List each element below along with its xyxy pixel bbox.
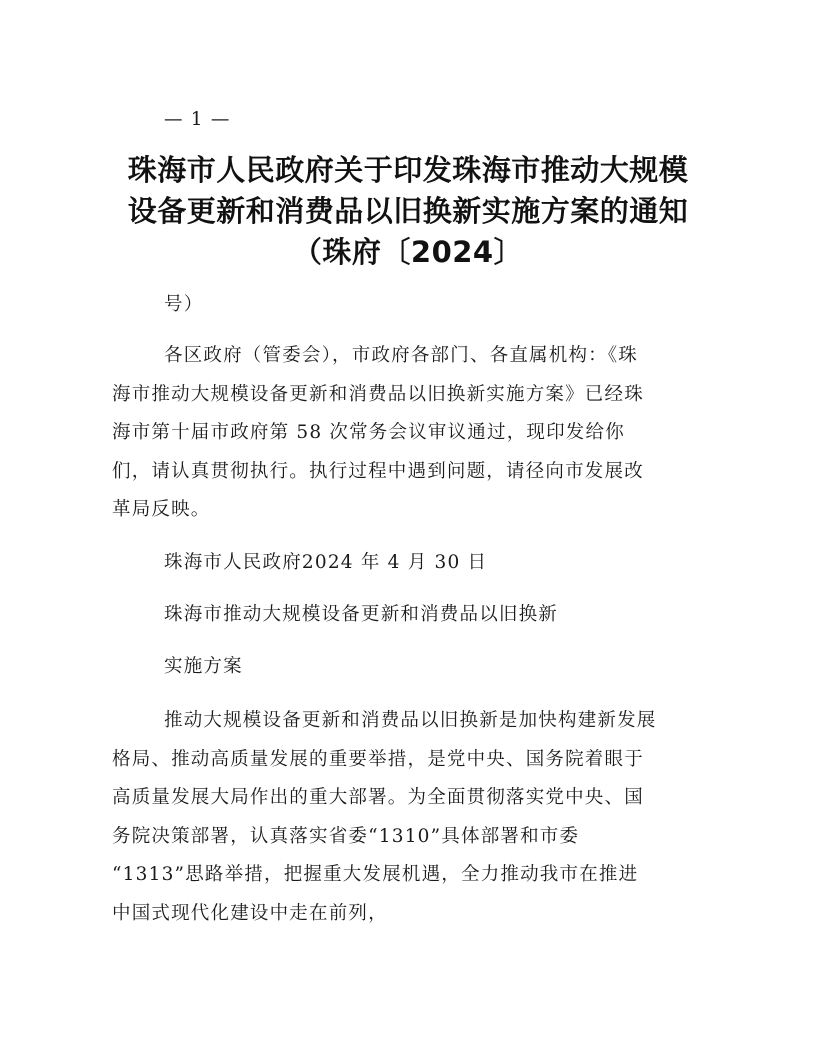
signature-date: 珠海市人民政府2024 年 4 月 30 日: [164, 552, 488, 573]
notice-line-3: 海市第十届市政府第 58 次常务会议审议通过，现印发给你: [112, 422, 625, 443]
notice-line-2: 海市推动大规模设备更新和消费品以旧换新实施方案》已经珠: [112, 383, 644, 405]
plan-title-line-2: 实施方案: [164, 656, 243, 677]
intro-line-2: 格局、推动高质量发展的重要举措，是党中央、国务院着眼于: [112, 748, 644, 770]
document-number-tail: 号）: [164, 294, 204, 315]
intro-line-3: 高质量发展大局作出的重大部署。为全面贯彻落实党中央、国: [112, 787, 644, 808]
intro-line-6: 中国式现代化建设中走在前列，: [112, 902, 388, 924]
notice-line-4: 们，请认真贯彻执行。执行过程中遇到问题，请径向市发展改: [112, 460, 644, 482]
notice-line-1: 各区政府（管委会），市政府各部门、各直属机构：《珠: [164, 345, 639, 366]
intro-line-5: “1313”思路举措，把握重大发展机遇，全力推动我市在推进: [112, 864, 639, 885]
intro-paragraph: [112, 702, 704, 933]
intro-line-1: 推动大规模设备更新和消费品以旧换新是加快构建新发展: [164, 710, 657, 731]
page-number: — 1 —: [164, 109, 231, 130]
plan-title-line-1: 珠海市推动大规模设备更新和消费品以旧换新: [164, 604, 559, 625]
document-title: [112, 150, 704, 273]
notice-paragraph: [112, 337, 704, 530]
title-line-1: 珠海市人民政府关于印发珠海市推动大规模: [127, 153, 689, 187]
title-line-3: （珠府〔2024〕: [292, 235, 524, 269]
title-line-2: 设备更新和消费品以旧换新实施方案的通知: [127, 194, 689, 228]
intro-line-4: 务院决策部署，认真落实省委“1310”具体部署和市委: [112, 825, 580, 847]
notice-line-5: 革局反映。: [112, 499, 211, 520]
